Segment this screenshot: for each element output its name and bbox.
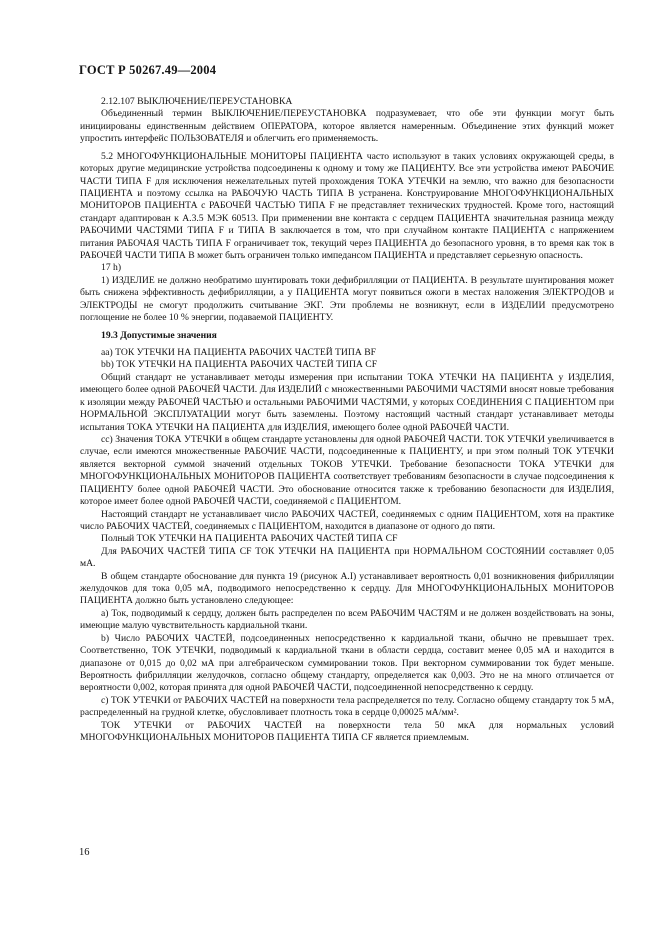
- section-heading: 19.3 Допустимые значения: [101, 329, 217, 341]
- subheading: Полный ТОК УТЕЧКИ НА ПАЦИЕНТА РАБОЧИХ ЧАСТЕЙ ТИПА CF: [101, 533, 398, 545]
- body-paragraph: Общий стандарт не устанавливает методы измерения при испытании ТОКА УТЕЧКИ НА ПАЦИЕНТА у ИЗДЕЛИЯ, имеющего более одной РАБОЧЕЙ ЧАСТИ. Для ИЗДЕЛИЙ с множественными РАБОЧИМИ ЧАСТЯМИ вносят новые требования к изоляции между РАБОЧЕЙ ЧАСТЬЮ и остальными РАБОЧИМИ ЧАСТЯМИ, у которых СОЕДИНЕНИЯ С ПАЦИЕНТОМ при НОРМАЛЬНОЙ ЭКСПЛУАТАЦИИ могут быть заземлены. Поэтому настоящий частный стандарт устанавливает методы испытания ТОКА УТЕЧКИ НА ПАЦИЕНТА для ИЗДЕЛИЯ, имеющего более одной РАБОЧЕЙ ЧАСТИ.: [80, 371, 614, 433]
- document-body: [80, 96, 614, 745]
- body-paragraph: Объединенный термин ВЫКЛЮЧЕНИЕ/ПЕРЕУСТАНОВКА подразумевает, что обе эти функции могут быть инициированы единственным действием ОПЕРАТОРА, которое является намеренным. Объединение этих функций может упростить интерфейс ПОЛЬЗОВАТЕЛЯ и облегчить его применяемость.: [80, 108, 614, 145]
- list-item: аа) ТОК УТЕЧКИ НА ПАЦИЕНТА РАБОЧИХ ЧАСТЕЙ ТИПА BF: [101, 347, 376, 359]
- document-header: ГОСТ Р 50267.49—2004: [79, 63, 217, 77]
- page-number: 16: [79, 847, 90, 858]
- body-paragraph: 5.2 МНОГОФУНКЦИОНАЛЬНЫЕ МОНИТОРЫ ПАЦИЕНТА часто используют в таких условиях окружающей среды, в которых другие медицинские устройства подсоединены к одному и тому же ПАЦИЕНТУ. Все эти устройства имеют РАБОЧИЕ ЧАСТИ ТИПА F для исключения нежелательных путей прохождения ТОКА УТЕЧКИ на землю, что важно для безопасности ПАЦИЕНТА и поэтому ссылка на РАБОЧУЮ ЧАСТЬ ТИПА В устранена. Конструирование МНОГОФУНКЦИОНАЛЬНЫХ МОНИТОРОВ ПАЦИЕНТА с РАБОЧЕЙ ЧАСТЬЮ ТИПА F не представляет технических трудностей. Кроме того, настоящий стандарт адаптирован к А.3.5 МЭК 60513. При применении вне контакта с сердцем ПАЦИЕНТА значительная разница между РАБОЧИМИ ЧАСТЯМИ ТИПА F и ТИПА В заключается в том, что при случайном контакте ПАЦИЕНТА с напряжением питания РАБОЧАЯ ЧАСТЬ ТИПА F ограничивает ток, текущий через ПАЦИЕНТА до безопасного уровня, в то время как ток в РАБОЧЕЙ ЧАСТИ ТИПА В может быть ограничен только импедансом ПАЦИЕНТА и представляет серьезную опасность.: [80, 150, 614, 262]
- item-label: 17 h): [101, 262, 122, 274]
- section-heading: 2.12.107 ВЫКЛЮЧЕНИЕ/ПЕРЕУСТАНОВКА: [101, 96, 293, 107]
- body-paragraph: сс) Значения ТОКА УТЕЧКИ в общем стандарте установлены для одной РАБОЧЕЙ ЧАСТИ. ТОК УТЕЧКИ увеличивается в случае, если имеются множественные РАБОЧИЕ ЧАСТИ, подсоединенные к ПАЦИЕНТУ, и при этом полный ТОК УТЕЧКИ является векторной суммой значений отдельных ТОКОВ УТЕЧКИ. Требование безопасности ТОКА УТЕЧКИ для МНОГОФУНКЦИОНАЛЬНЫХ МОНИТОРОВ ПАЦИЕНТА соответствует требованиям безопасности в случае подсоединения к ПАЦИЕНТУ более одной РАБОЧЕЙ ЧАСТИ. Это обоснование относится также к требованию безопасности для ИЗДЕЛИЯ, которое имеет более одной РАБОЧЕЙ ЧАСТИ, соединяемой с ПАЦИЕНТОМ.: [80, 433, 614, 508]
- list-item: bb) ТОК УТЕЧКИ НА ПАЦИЕНТА РАБОЧИХ ЧАСТЕЙ ТИПА CF: [101, 359, 378, 371]
- list-item: b) Число РАБОЧИХ ЧАСТЕЙ, подсоединенных непосредственно к кардиальной ткани, обычно не превышает трех. Соответственно, ТОК УТЕЧКИ, подводимый к кардиальной ткани в области сердца, составит менее 0,05 мА и находится в диапазоне от 0,015 до 0,02 мА при алгебраическом суммировании токов. При векторном суммировании ток будет меньше. Вероятность фибрилляции желудочков, согласно общему стандарту, определяется как 0,003. Это не на много отличается от вероятности 0,002, которая принята для одной РАБОЧЕЙ ЧАСТИ, подсоединенной непосредственно к сердцу.: [80, 632, 614, 694]
- list-item: с) ТОК УТЕЧКИ от РАБОЧИХ ЧАСТЕЙ на поверхности тела распределяется по телу. Согласно общему стандарту ток 5 мА, распределенный на грудной клетке, обусловливает плотность тока в сердце 0,00025 мА/мм².: [80, 694, 614, 719]
- body-paragraph: В общем стандарте обоснование для пункта 19 (рисунок А.I) устанавливает вероятность 0,01 возникновения фибрилляции желудочков для тока 0,05 мА, подводимого непосредственно к сердцу. Для МНОГОФУНКЦИОНАЛЬНЫХ МОНИТОРОВ ПАЦИЕНТА должно быть установлено следующее:: [80, 570, 614, 607]
- body-paragraph: Настоящий стандарт не устанавливает число РАБОЧИХ ЧАСТЕЙ, соединяемых с одним ПАЦИЕНТОМ, хотя на практике число РАБОЧИХ ЧАСТЕЙ, соединяемых с ПАЦИЕНТОМ, находится в диапазоне от одного до пяти.: [80, 508, 614, 532]
- list-item: а) Ток, подводимый к сердцу, должен быть распределен по всем РАБОЧИМ ЧАСТЯМ и не должен воздействовать на зоны, имеющие малую чувствительность кардиальной ткани.: [80, 607, 614, 632]
- body-paragraph: Для РАБОЧИХ ЧАСТЕЙ ТИПА CF ТОК УТЕЧКИ НА ПАЦИЕНТА при НОРМАЛЬНОМ СОСТОЯНИИ составляет 0,05 мА.: [80, 545, 614, 570]
- body-paragraph: 1) ИЗДЕЛИЕ не должно необратимо шунтировать токи дефибрилляции от ПАЦИЕНТА. В результате шунтирования может быть снижена эффективность дефибрилляции, а у ПАЦИЕНТА могут появиться ожоги в местах наложения ЭЛЕКТРОДОВ и ЭЛЕКТРОДЫ не смогут продолжить считывание ЭКГ. Эти проблемы не возникнут, если в ИЗДЕЛИИ предусмотрено поглощение не более 10 % энергии, подаваемой ПАЦИЕНТУ.: [80, 274, 614, 324]
- body-paragraph: ТОК УТЕЧКИ от РАБОЧИХ ЧАСТЕЙ на поверхности тела 50 мкА для нормальных условий МНОГОФУНКЦИОНАЛЬНЫХ МОНИТОРОВ ПАЦИЕНТА ТИПА CF является приемлемым.: [80, 719, 614, 744]
